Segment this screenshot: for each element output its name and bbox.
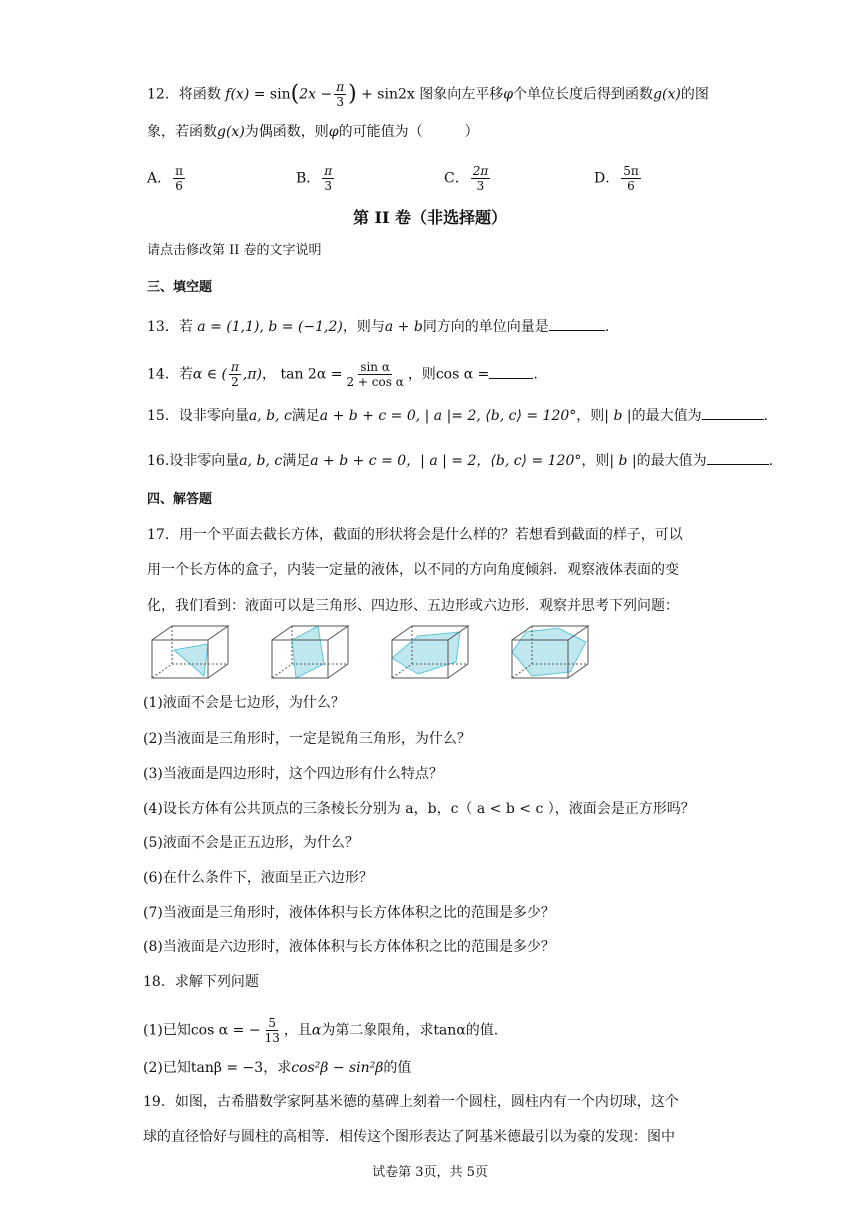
q18-p2-a: (2)已知 xyxy=(143,1060,191,1076)
q14-text-a: 若 xyxy=(178,366,193,383)
q18-p1-a: (1)已知 xyxy=(143,1022,191,1039)
q14 xyxy=(147,360,538,389)
q18-part2 xyxy=(143,1058,411,1078)
q18-p1-fraction xyxy=(263,1016,282,1045)
option-num: 5π xyxy=(623,164,639,178)
q16-end: . xyxy=(768,453,774,469)
cuboid-pentagon-figure xyxy=(388,622,478,682)
q15-text-a: 设非零向量 xyxy=(178,408,249,424)
q15-condition: a + b + c = 0, | a |= 2, ⟨b, c⟩ = 120° xyxy=(319,408,577,424)
q16-number: 16. xyxy=(147,453,170,469)
q12-line2-gx: g(x) xyxy=(217,124,245,140)
q17-item-2: (2)当液面是三角形时，一定是锐角三角形，为什么？ xyxy=(143,731,471,747)
q14-number: 14． xyxy=(147,366,179,383)
option-num: 2π xyxy=(472,164,489,178)
q14-comma: ， xyxy=(262,366,277,383)
q16-text-d: 的最大值为 xyxy=(636,453,707,469)
q14-cos: cos α = xyxy=(435,366,490,383)
q12-line2-c: 的可能值为（ ） xyxy=(338,124,479,140)
q13-text-c: 同方向的单位向量是 xyxy=(422,319,549,335)
q14-range-b: ,π) xyxy=(242,366,263,383)
option-den: 3 xyxy=(324,179,333,193)
q16-condition2: ，| a | = 2，⟨b, c⟩ = 120° xyxy=(406,453,582,469)
q15-text-d: 的最大值为 xyxy=(631,408,702,424)
q18-p2-b: ，求 xyxy=(263,1060,292,1076)
q13-number: 13． xyxy=(147,319,179,335)
q17-item-6: (6)在什么条件下，液面呈正六边形？ xyxy=(143,870,373,886)
q16-vectors: a, b, c xyxy=(239,453,283,469)
q18-p1-den: 13 xyxy=(264,1031,280,1045)
q12-text-d: 的图 xyxy=(680,86,709,103)
q12-pi-over-3 xyxy=(334,80,346,109)
q16-condition1: a + b + c = 0 xyxy=(310,453,407,469)
q12-text-b: 图象向左平移 xyxy=(419,86,504,103)
q18-title: 18．求解下列问题 xyxy=(143,974,259,990)
q12-sin2x: + sin2x xyxy=(361,86,415,103)
cuboid-quadrilateral-figure xyxy=(268,622,358,682)
q12-eq: = sin xyxy=(253,86,291,103)
option-num: π xyxy=(324,164,333,178)
q12-option-b[interactable] xyxy=(296,164,336,193)
q12-option-c[interactable] xyxy=(444,164,492,193)
q18-p1-tan: tanα xyxy=(433,1022,466,1039)
page-footer: 试卷第 3页，共 5页 xyxy=(372,1165,488,1180)
section-fill-blank: 三、填空题 xyxy=(147,280,213,295)
q18-p1-d: 的值. xyxy=(465,1022,499,1039)
q14-answer-blank[interactable] xyxy=(489,364,533,379)
q12-line2-a: 象，若函数 xyxy=(147,124,217,140)
q18-p1-alpha: α xyxy=(311,1022,322,1039)
option-label: D． xyxy=(594,170,620,187)
q14-fraction xyxy=(344,360,405,389)
q17-item-5: (5)液面不会是正五边形，为什么？ xyxy=(143,835,359,851)
q12-line1 xyxy=(147,80,709,109)
option-label: B． xyxy=(296,170,321,187)
q18-part1 xyxy=(143,1016,498,1045)
option-den: 6 xyxy=(627,179,635,193)
q18-p2-tan: tanβ = −3 xyxy=(190,1060,264,1076)
cuboid-hexagon-figure xyxy=(508,622,598,682)
q12-line2-b: 为偶函数，则 xyxy=(244,124,329,140)
q12-text-c: 个单位长度后得到函数 xyxy=(513,86,654,103)
q14-range-a: α ∈ ( xyxy=(192,366,228,383)
q15-text-c: ，则 xyxy=(576,408,605,424)
q14-tan: tan 2α = xyxy=(280,366,343,383)
option-fraction xyxy=(173,164,185,193)
option-fraction xyxy=(621,164,641,193)
option-fraction xyxy=(322,164,334,193)
q14-frac-den: 2 + cos α xyxy=(346,375,404,389)
q18-p1-num: 5 xyxy=(268,1016,277,1030)
q12-line2 xyxy=(147,122,479,142)
q19-line2: 球的直径恰好与圆柱的高相等．相传这个图形表达了阿基米德最引以为豪的发现：图中 xyxy=(143,1129,675,1145)
q16-bnorm: | b | xyxy=(609,453,637,469)
part2-title: 第 II 卷（非选择题） xyxy=(352,208,508,227)
option-den: 3 xyxy=(476,179,485,193)
option-fraction xyxy=(471,164,491,193)
q17-item-4: (4)设长方体有公共顶点的三条棱长分别为 a，b，c（ a < b < c ），液面会是正方形吗？ xyxy=(143,801,695,817)
q12-inner: 2x − xyxy=(299,86,333,103)
q14-pi-over-2 xyxy=(229,360,241,389)
q13-expr: a = (1,1), b = (−1,2) xyxy=(197,319,343,335)
q15-bnorm: | b | xyxy=(604,408,632,424)
liquid-surface xyxy=(292,626,324,678)
q13-sum: a + b xyxy=(384,319,423,335)
q12-option-d[interactable] xyxy=(594,164,643,193)
q15-end: . xyxy=(763,408,769,424)
q12-text-a: 将函数 xyxy=(178,86,221,103)
q16 xyxy=(147,450,773,471)
q13-end: . xyxy=(604,319,610,335)
q15-answer-blank[interactable] xyxy=(702,405,764,420)
option-num: π xyxy=(175,164,184,178)
q16-answer-blank[interactable] xyxy=(707,450,769,465)
q17-item-8: (8)当液面是六边形时，液体体积与长方体体积之比的范围是多少？ xyxy=(143,939,555,955)
option-den: 6 xyxy=(175,179,183,193)
q19-line1: 19．如图，古希腊数学家阿基米德的墓碑上刻着一个圆柱，圆柱内有一个内切球，这个 xyxy=(143,1094,679,1110)
q17-line2: 用一个长方体的盒子，内装一定量的液体，以不同的方向角度倾斜．观察液体表面的变 xyxy=(147,562,679,578)
q12-paren-close: ) xyxy=(348,81,357,107)
q12-phi: φ xyxy=(503,86,514,103)
option-label: C． xyxy=(444,170,469,187)
q18-p1-cos: cos α = − xyxy=(190,1022,261,1039)
section-answer-questions: 四、解答题 xyxy=(147,492,213,507)
q13-text-a: 若 xyxy=(178,319,193,335)
q18-p1-c: 为第二象限角，求 xyxy=(321,1022,434,1039)
q12-gx: g(x) xyxy=(653,86,681,103)
q15-vectors: a, b, c xyxy=(248,408,292,424)
q12-line2-phi: φ xyxy=(328,124,339,140)
q16-text-b: 满足 xyxy=(282,453,311,469)
cuboid-triangle-figure xyxy=(148,622,238,682)
q14-frac-num: sin α xyxy=(360,360,390,374)
q12-option-a[interactable] xyxy=(147,164,187,193)
q15 xyxy=(147,405,768,426)
q18-p2-c: 的值 xyxy=(383,1060,412,1076)
q14-pi: π xyxy=(231,360,239,374)
option-label: A． xyxy=(147,170,172,187)
liquid-surface xyxy=(174,644,208,676)
q14-two: 2 xyxy=(231,375,239,389)
q15-number: 15． xyxy=(147,408,179,424)
q12-pi: π xyxy=(336,80,345,94)
q13-answer-blank[interactable] xyxy=(549,316,605,331)
q18-p2-expr: cos²β − sin²β xyxy=(291,1060,384,1076)
q13 xyxy=(147,316,609,337)
q17-item-1: (1)液面不会是七边形，为什么？ xyxy=(143,695,345,711)
q17-line1: 17．用一个平面去截长方体，截面的形状将会是什么样的？若想看到截面的样子，可以 xyxy=(147,527,683,543)
q12-paren-open: ( xyxy=(290,81,300,107)
q17-item-3: (3)当液面是四边形时，这个四边形有什么特点？ xyxy=(143,766,443,782)
q18-p1-b: ，且 xyxy=(283,1022,312,1039)
q12-three: 3 xyxy=(336,95,344,109)
q14-text-b: ，则 xyxy=(407,366,436,383)
q14-end: . xyxy=(533,366,538,383)
q15-text-b: 满足 xyxy=(291,408,320,424)
q16-text-c: ，则 xyxy=(581,453,610,469)
q16-text-a: 设非零向量 xyxy=(169,453,240,469)
q17-item-7: (7)当液面是三角形时，液体体积与长方体体积之比的范围是多少？ xyxy=(143,905,555,921)
q12-number: 12． xyxy=(147,86,179,103)
q12-fx: f(x) xyxy=(225,86,250,103)
q17-line3: 化，我们看到：液面可以是三角形、四边形、五边形或六边形．观察并思考下列问题： xyxy=(147,598,679,614)
q13-text-b: ，则与 xyxy=(342,319,385,335)
part2-note[interactable]: 请点击修改第 II 卷的文字说明 xyxy=(147,243,322,258)
